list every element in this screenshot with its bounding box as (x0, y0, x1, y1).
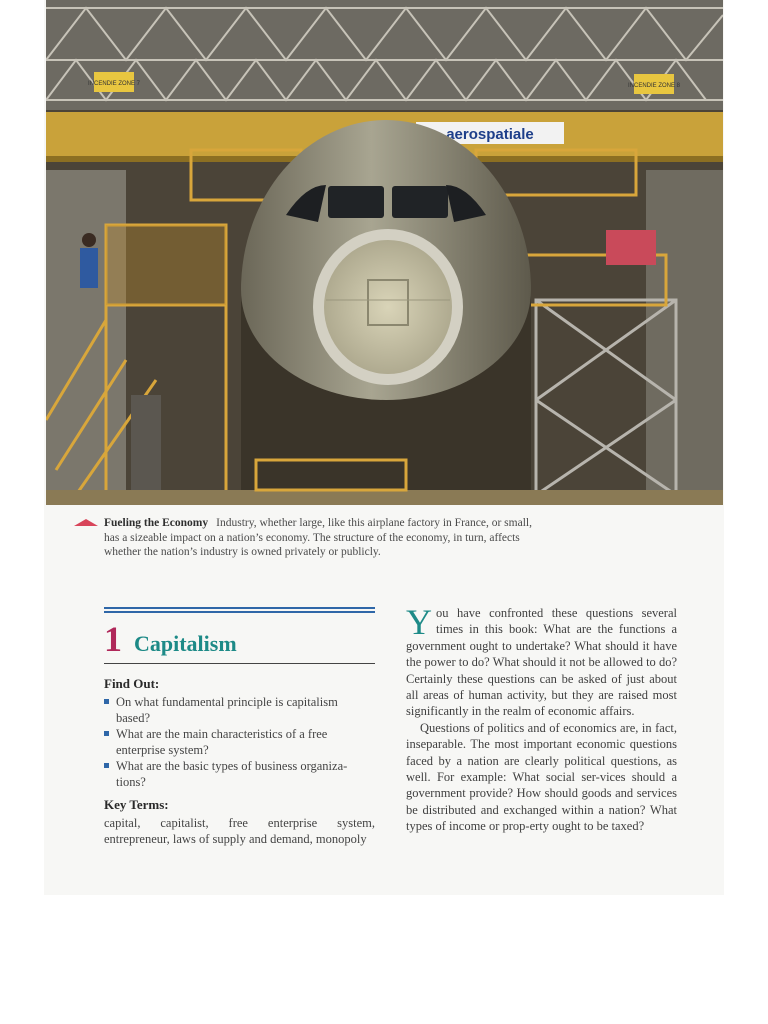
section-divider (104, 663, 375, 664)
find-out-list (104, 694, 374, 790)
list-item-text: What are the main characteristics of a free enterprise system? (116, 727, 328, 757)
airplane-factory-photo (46, 0, 723, 505)
section-title: Capitalism (134, 631, 237, 656)
section-number: 1 (104, 619, 122, 659)
list-item-text: What are the basic types of business organiza-tions? (116, 759, 348, 789)
key-terms-heading: Key Terms: (104, 797, 169, 812)
body-text-column (406, 602, 677, 835)
bullet-icon (104, 699, 109, 704)
list-item (104, 758, 374, 790)
caption-text: Industry, whether large, like this airplane factory in France, or small, has a sizeable impact on a nation’s economy. The structure of the economy, in turn, affects whether the nation’s industry is owned privately or publicly. (104, 517, 532, 558)
zone-sign-left: INCENDIE ZONE 7 (87, 81, 141, 87)
body-paragraph-text: Questions of politics and of economics are, in fact, inseparable. The most important economic questions faced by a nation are clearly political questions, as well. For example: What social ser-vices should a government provide? How should goods and services be distributed and exchanged within a nation? What types of income or prop-erty ought to be taxed? (406, 720, 677, 834)
list-item (104, 694, 374, 726)
section-top-rule (104, 607, 375, 613)
photo-caption (104, 516, 544, 560)
drop-cap: Y (406, 602, 432, 642)
list-item (104, 726, 374, 758)
caption-title: Fueling the Economy (104, 517, 209, 529)
body-paragraph (406, 602, 677, 720)
bullet-icon (104, 763, 109, 768)
key-terms-text: capital, capitalist, free enterprise system, entrepreneur, laws of supply and demand, monopoly (104, 816, 375, 846)
list-item-text: On what fundamental principle is capitalism based? (116, 695, 338, 725)
section-heading (104, 619, 237, 659)
bullet-icon (104, 731, 109, 736)
body-paragraph-text: ou have confronted these questions several times in this book: What are the functions a government ought to undertake? What should it have the power to do? What should it not be allowed to do? Certainly these questions can be asked of just about all areas of human activity, but they are raised most significantly in the realm of economic affairs. (406, 606, 677, 719)
caption-triangle-icon (74, 519, 98, 526)
find-out-heading: Find Out: (104, 676, 160, 691)
aerospatiale-sign: aerospatiale (446, 126, 534, 143)
zone-sign-right: INCENDIE ZONE 8 (627, 83, 681, 89)
